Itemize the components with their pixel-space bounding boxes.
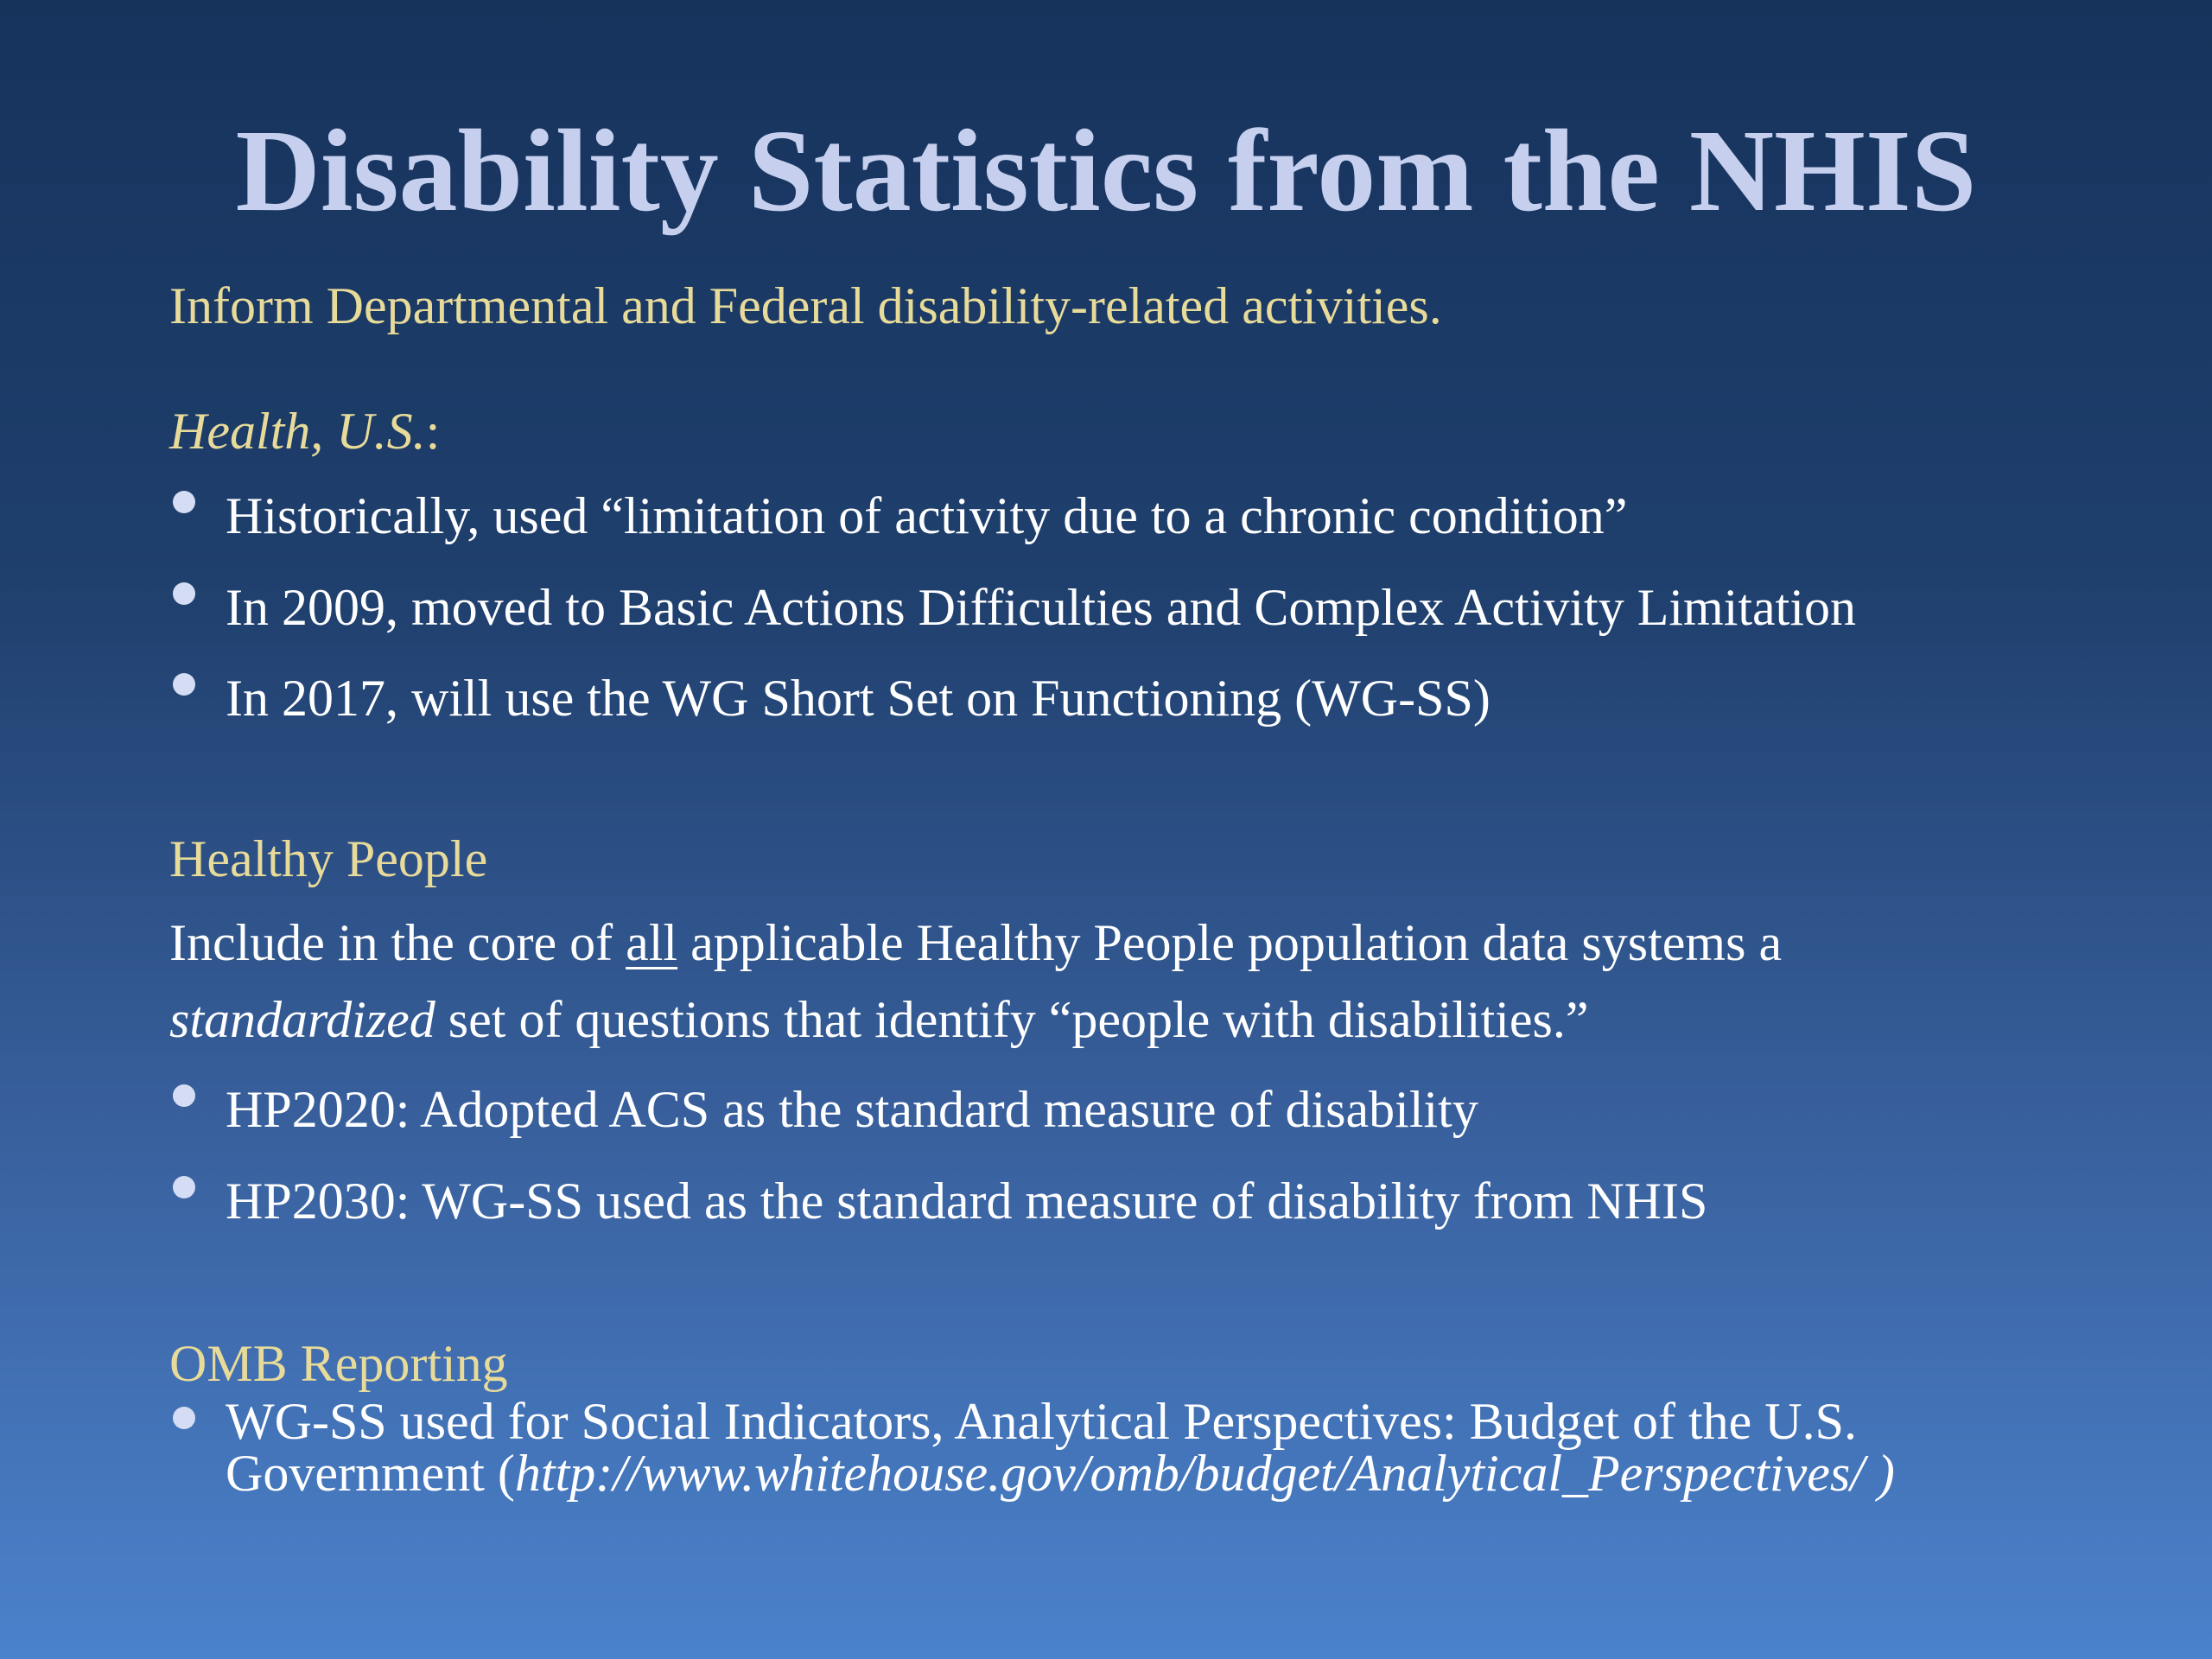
health-us-bullet-2: In 2009, moved to Basic Actions Difficulties and Complex Activity Limitation [226,579,1857,636]
omb-link-text: http://www.whitehouse.gov/omb/budget/Analytical_Perspectives/ ) [514,1445,1895,1502]
bullet-dot-icon [173,1084,195,1107]
healthy-people-paragraph-line-1 [169,912,1782,974]
healthy-people-paragraph-part: set of questions that identify “people with disabilities.” [435,991,1589,1048]
bullet-dot-icon [173,1176,195,1198]
healthy-people-paragraph-part: Include in the core of [169,914,626,971]
healthy-people-italic-word: standardized [169,991,435,1048]
health-us-bullet-3: In 2017, will use the WG Short Set on Functioning (WG-SS) [226,670,1491,727]
bullet-dot-icon [173,582,195,605]
bullet-dot-icon [173,1407,195,1429]
omb-bullet-line-1: WG-SS used for Social Indicators, Analytical Perspectives: Budget of the U.S. [226,1393,1857,1450]
intro-text: Inform Departmental and Federal disability-related activities. [169,277,1442,334]
healthy-people-paragraph-part: applicable Healthy People population data systems a [677,914,1783,971]
omb-bullet-line-2 [226,1445,1895,1502]
healthy-people-paragraph-line-2 [169,988,1589,1051]
healthy-people-heading: Healthy People [169,830,488,887]
bullet-dot-icon [173,491,195,513]
healthy-people-bullet-2: HP2030: WG-SS used as the standard measure of disability from NHIS [226,1173,1708,1230]
bullet-dot-icon [173,673,195,696]
omb-bullet-part: Government ( [226,1445,515,1502]
health-us-heading-label: Health, U.S. [169,403,426,460]
healthy-people-bullet-1: HP2020: Adopted ACS as the standard measure of disability [226,1081,1478,1138]
slide-title: Disability Statistics from the NHIS [235,106,1977,236]
health-us-bullet-1: Historically, used “limitation of activity due to a chronic condition” [226,487,1628,544]
health-us-heading-colon: : [425,403,441,460]
healthy-people-underlined-word: all [626,914,678,971]
health-us-heading [169,400,440,462]
omb-heading: OMB Reporting [169,1335,508,1392]
